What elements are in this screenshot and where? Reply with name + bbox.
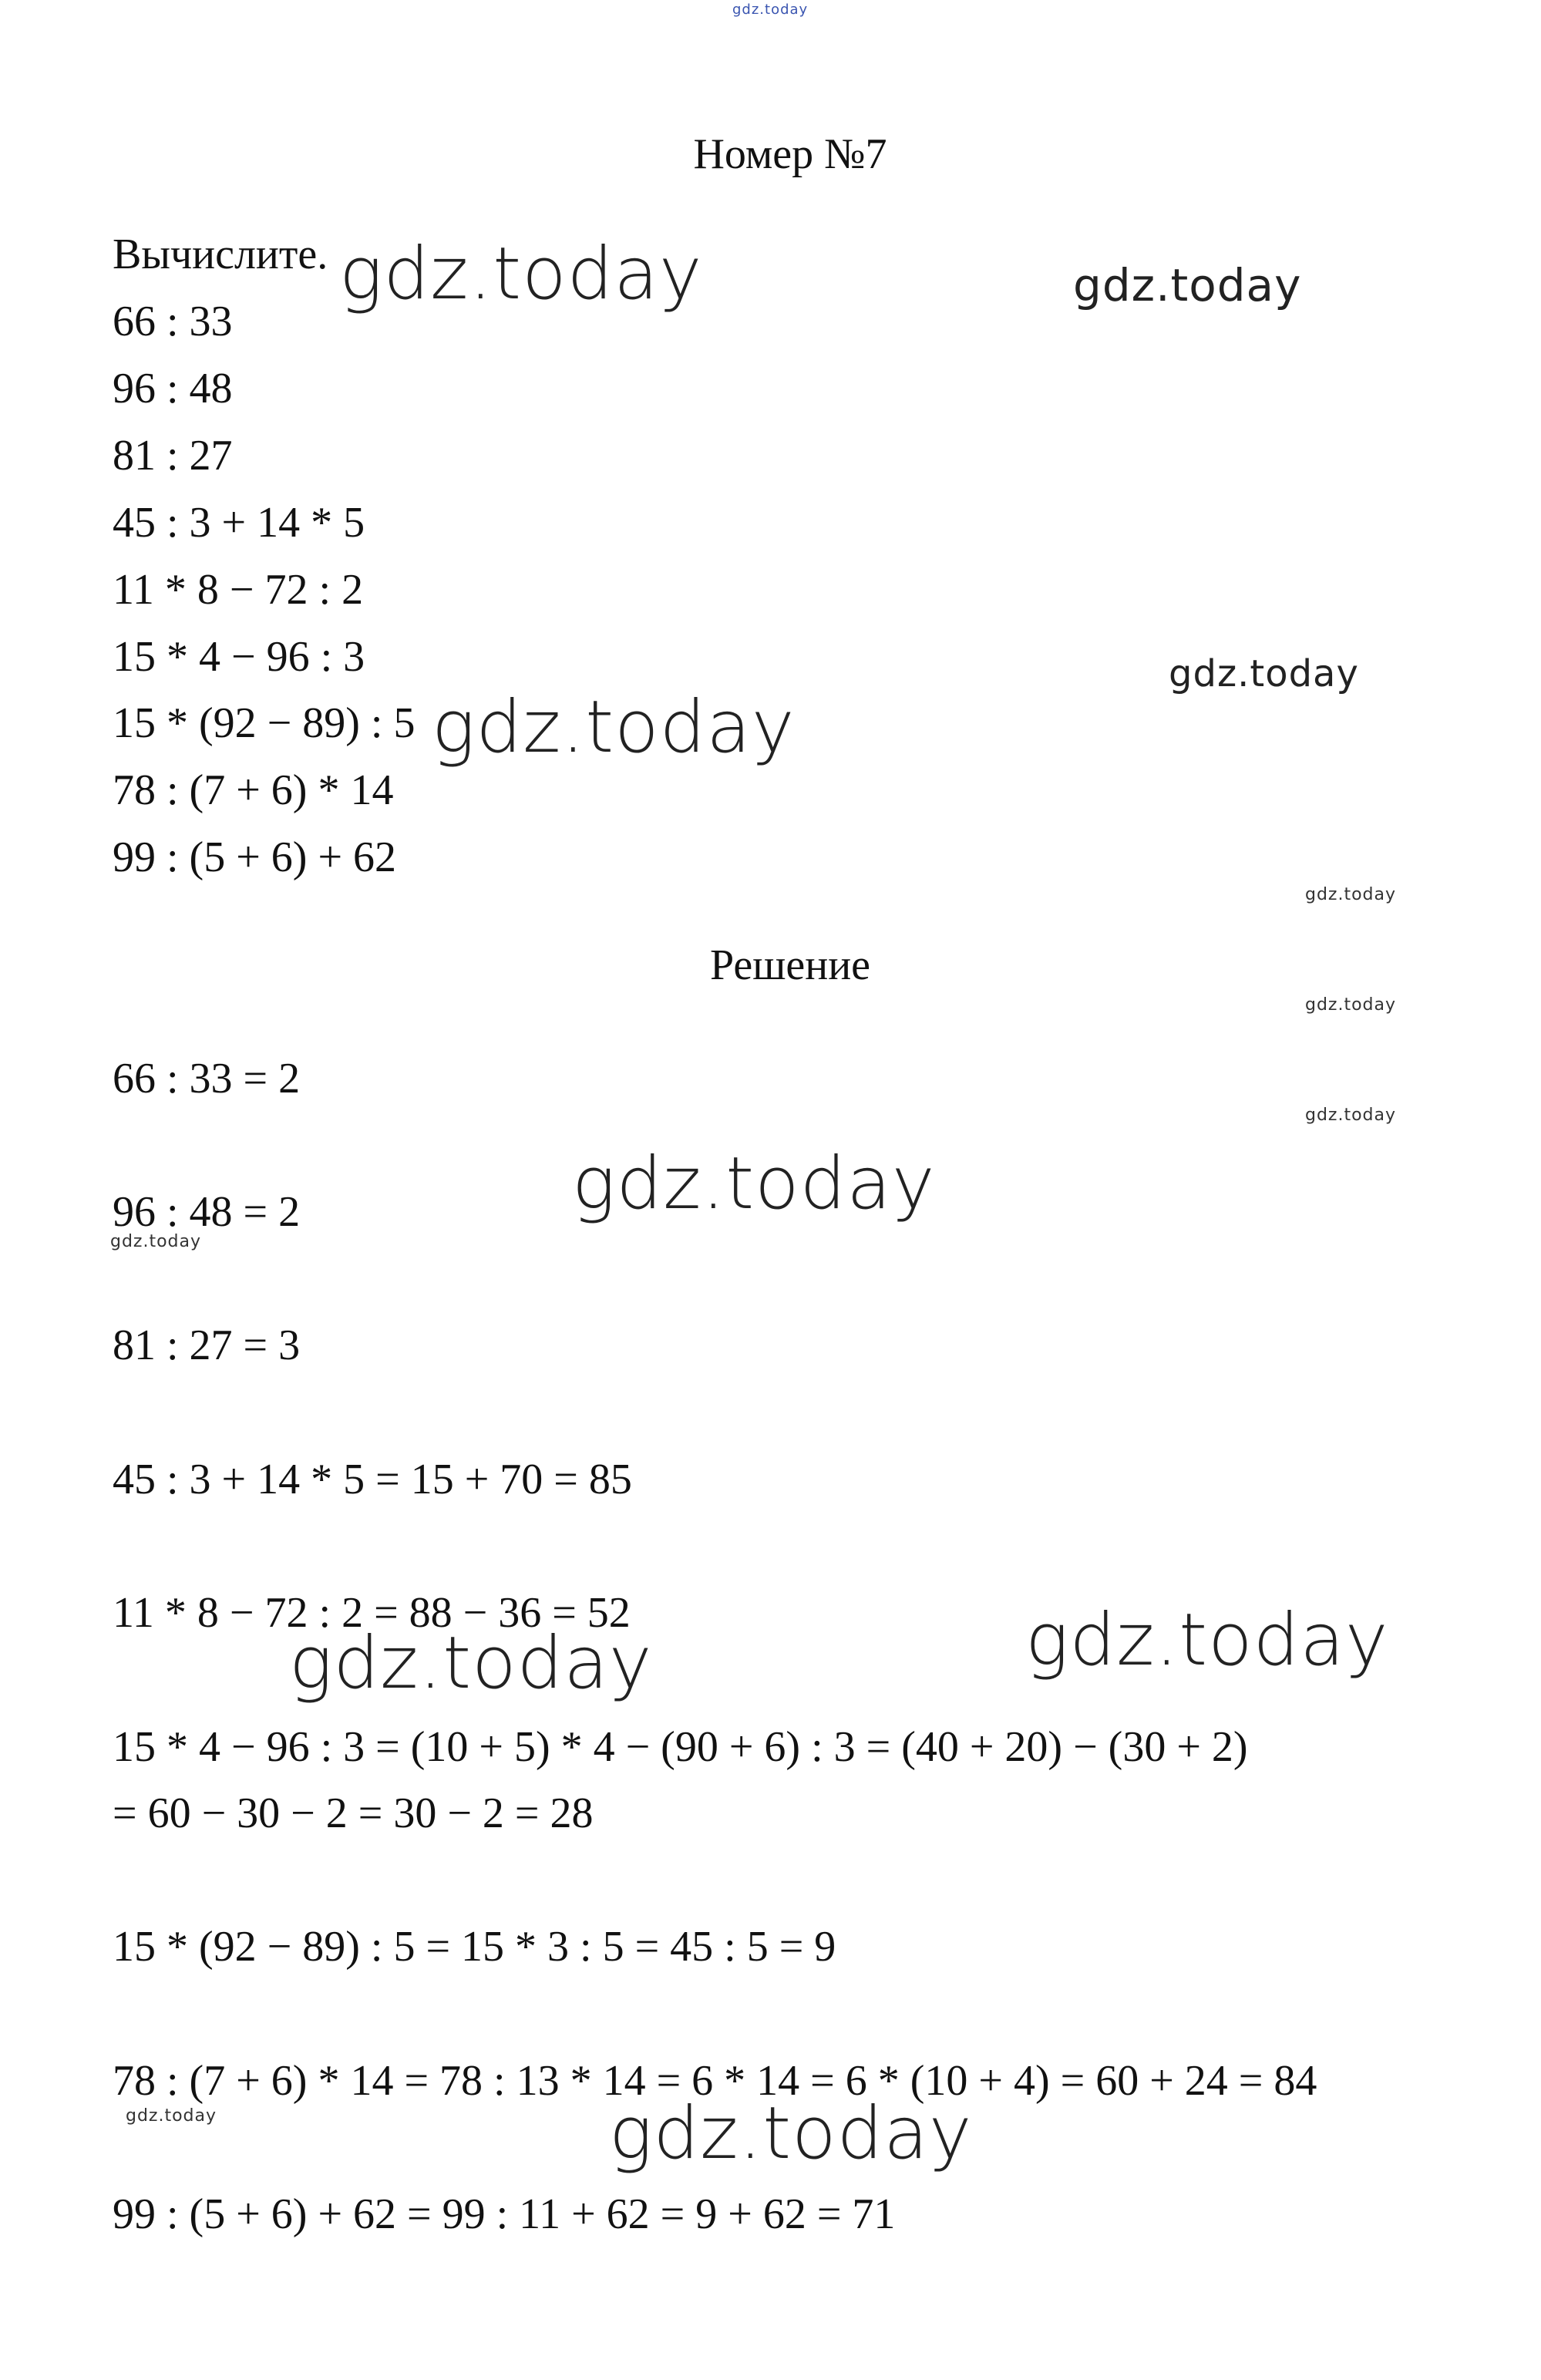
task-expression-2: 96 : 48 (113, 365, 233, 412)
watermark-1: gdz.today (339, 232, 703, 316)
watermark-12: gdz.today (126, 2106, 217, 2126)
watermark-8: gdz.today (572, 1142, 936, 1226)
watermark-10: gdz.today (1025, 1598, 1389, 1682)
watermark-2: gdz.today (1073, 259, 1302, 311)
task-expression-3: 81 : 27 (113, 432, 233, 480)
watermark-6: gdz.today (1305, 995, 1397, 1015)
watermark-5: gdz.today (1305, 885, 1397, 904)
task-expression-5: 11 * 8 − 72 : 2 (113, 566, 364, 614)
task-expression-6: 15 * 4 − 96 : 3 (113, 633, 365, 681)
solution-line-9: 99 : (5 + 6) + 62 = 99 : 11 + 62 = 9 + 62 = 71 (113, 2190, 896, 2238)
solution-line-3: 81 : 27 = 3 (113, 1321, 301, 1369)
solution-line-6-continued: = 60 − 30 − 2 = 30 − 2 = 28 (113, 1789, 594, 1837)
watermark-4: gdz.today (432, 685, 796, 769)
solution-line-4: 45 : 3 + 14 * 5 = 15 + 70 = 85 (113, 1456, 632, 1503)
watermark-top: gdz.today (732, 2, 809, 18)
task-instruction: Вычислите. (113, 231, 328, 278)
solution-line-2: 96 : 48 = 2 (113, 1188, 301, 1236)
watermark-9: gdz.today (110, 1232, 202, 1251)
solution-line-1: 66 : 33 = 2 (113, 1055, 301, 1102)
solution-line-7: 15 * (92 − 89) : 5 = 15 * 3 : 5 = 45 : 5 = 9 (113, 1923, 836, 1971)
solution-line-8: 78 : (7 + 6) * 14 = 78 : 13 * 14 = 6 * 14 = 6 * (10 + 4) = 60 + 24 = 84 (113, 2057, 1317, 2105)
watermark-13: gdz.today (609, 2092, 973, 2176)
page-title: Номер №7 (693, 130, 887, 178)
solution-line-5: 11 * 8 − 72 : 2 = 88 − 36 = 52 (113, 1589, 631, 1637)
task-expression-1: 66 : 33 (113, 298, 233, 345)
task-expression-8: 78 : (7 + 6) * 14 (113, 766, 394, 814)
solution-heading: Решение (709, 941, 871, 989)
task-expression-4: 45 : 3 + 14 * 5 (113, 499, 365, 547)
solution-line-6: 15 * 4 − 96 : 3 = (10 + 5) * 4 − (90 + 6) : 3 = (40 + 20) − (30 + 2) (113, 1723, 1248, 1771)
watermark-11: gdz.today (289, 1621, 653, 1705)
watermark-3: gdz.today (1169, 652, 1359, 695)
watermark-7: gdz.today (1305, 1106, 1397, 1125)
task-expression-9: 99 : (5 + 6) + 62 (113, 833, 397, 881)
task-expression-7: 15 * (92 − 89) : 5 (113, 699, 416, 747)
